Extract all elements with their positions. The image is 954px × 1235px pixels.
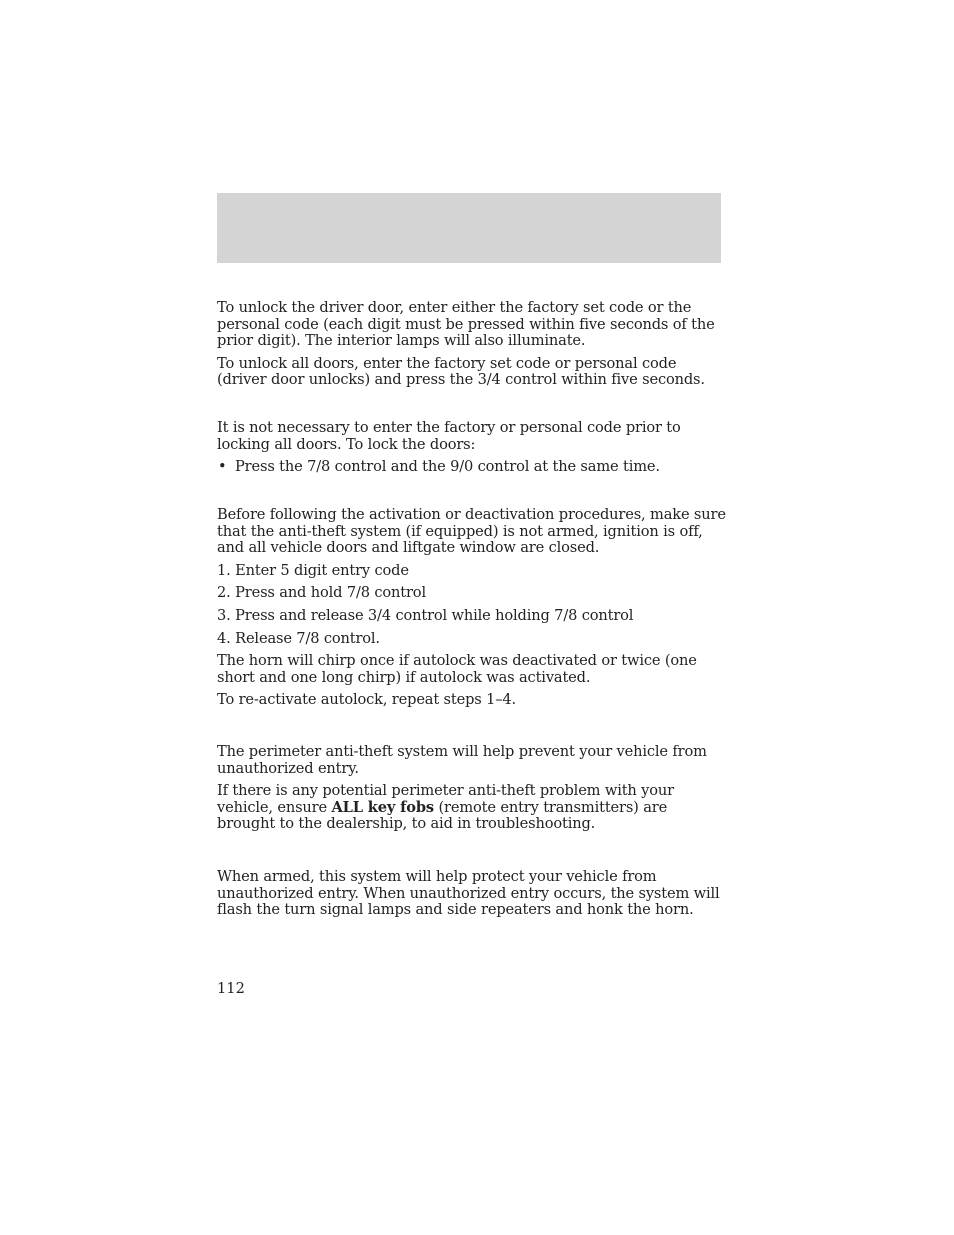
autolock-reactivate-paragraph: To re-activate autolock, repeat steps 1–4.	[217, 691, 517, 709]
autolock-step-2: 2. Press and hold 7/8 control	[217, 584, 426, 602]
unlock-all-paragraph: To unlock all doors, enter the factory set code or personal code (driver door unlocks) and press the 3/4 control within five seconds.	[217, 354, 705, 389]
perimeter-intro-paragraph: The perimeter anti-theft system will help prevent your vehicle from unauthorized entry.	[217, 743, 707, 777]
autolock-step-1: 1. Enter 5 digit entry code	[217, 561, 409, 579]
header-band	[217, 193, 721, 263]
section-perimeter	[217, 744, 727, 833]
autolock-intro-paragraph: Before following the activation or deactivation procedures, make sure that the anti-theft system (if equipped) is not armed, ignition is off, and all vehicle doors and liftgate window are closed.	[217, 506, 726, 557]
section-armed	[217, 869, 727, 919]
section-autolock	[217, 507, 727, 709]
section-unlock	[217, 300, 727, 389]
autolock-step-3: 3. Press and release 3/4 control while holding 7/8 control	[217, 606, 634, 624]
bullet-icon: •	[218, 458, 227, 476]
unlock-driver-paragraph: To unlock the driver door, enter either the factory set code or the personal code (each digit must be pressed within five seconds of the prior digit). The interior lamps will also illuminate.	[217, 299, 715, 350]
section-lock	[217, 420, 727, 476]
autolock-step-4: 4. Release 7/8 control.	[217, 629, 380, 647]
list-item	[217, 459, 727, 476]
perimeter-keyfob-paragraph: If there is any potential perimeter anti-theft problem with your vehicle, ensure ALL key fobs (remote entry transmitters) are brought to the dealership, to aid in troubleshooting.	[217, 782, 674, 833]
armed-paragraph: When armed, this system will help protect your vehicle from unauthorized entry. When unauthorized entry occurs, the system will flash the turn signal lamps and side repeaters and honk the horn.	[217, 868, 720, 919]
page-number: 112	[217, 980, 245, 997]
all-key-fobs-emphasis: ALL key fobs	[331, 798, 434, 816]
lock-bullet-text: Press the 7/8 control and the 9/0 control at the same time.	[235, 458, 660, 476]
lock-doors-paragraph: It is not necessary to enter the factory or personal code prior to locking all doors. To lock the doors:	[217, 419, 681, 453]
autolock-horn-paragraph: The horn will chirp once if autolock was deactivated or twice (one short and one long chirp) if autolock was activated.	[217, 652, 697, 686]
